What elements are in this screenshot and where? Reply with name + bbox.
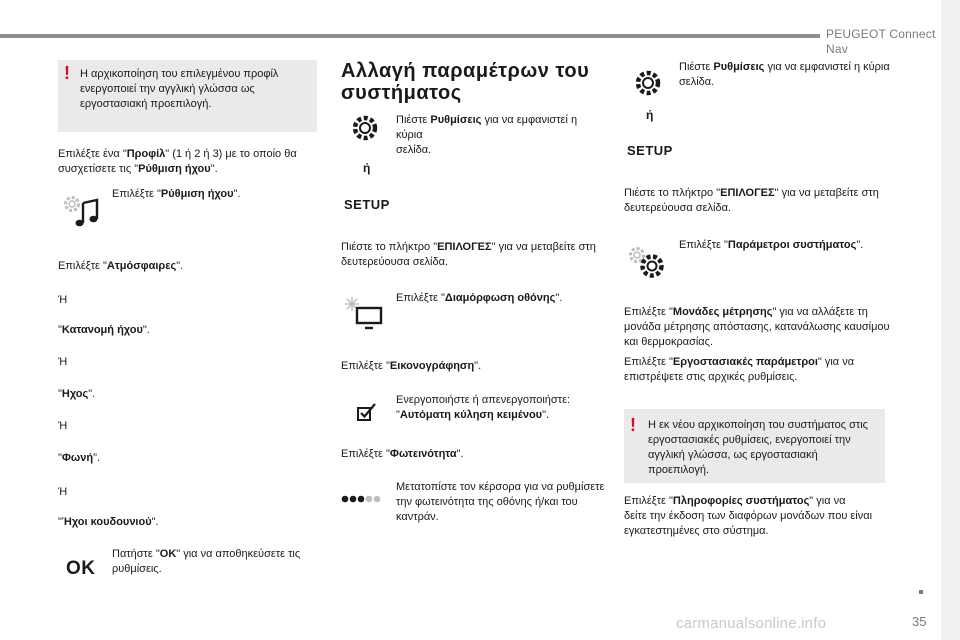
paragraph: Επιλέξτε "Εργοστασιακές παράμετροι" για να επιστρέψετε στις αρχικές ρυθμίσεις. — [624, 356, 855, 383]
gear-icon — [633, 68, 663, 98]
monitor-icon — [343, 296, 385, 332]
or-label: ή — [646, 108, 654, 122]
page-marker — [919, 590, 923, 594]
paragraph: Πιέστε Ρυθμίσεις για να εμφανιστεί η κύρια σελίδα. — [679, 61, 890, 88]
or-label: ή — [363, 161, 371, 175]
setup-key: SETUP — [627, 143, 673, 158]
section-title: Αλλαγή παραμέτρων του συστήματος — [341, 60, 590, 104]
or-label: Ή — [58, 486, 68, 498]
paragraph: Επιλέξτε "Μονάδες μέτρησης" για να αλλάξετε τη μονάδα μέτρησης απόστασης, κατανάλωσης καυσίμου και θερμοκρασίας. — [624, 306, 890, 348]
gears-icon — [627, 244, 669, 280]
paragraph: Πιέστε το πλήκτρο "ΕΠΙΛΟΓΕΣ" για να μεταβείτε στη δευτερεύουσα σελίδα. — [624, 187, 879, 214]
or-label: Ή — [58, 356, 68, 368]
paragraph: Επιλέξτε "Ατμόσφαιρες". — [58, 260, 184, 272]
checkbox-icon — [357, 402, 377, 422]
warning-icon: ! — [630, 415, 636, 435]
paragraph: Πιέστε Ρυθμίσεις για να εμφανιστεί η κύρια σελίδα. — [396, 114, 578, 156]
slider-dots-icon — [340, 494, 382, 504]
paragraph: Επιλέξτε "Διαμόρφωση οθόνης". — [396, 292, 563, 304]
warning-text: Η εκ νέου αρχικοποίηση του συστήματος στις εργοστασιακές ρυθμίσεις, ενεργοποιεί την αγγλική γλώσσα, ως εργοστασιακή προεπιλογή. — [648, 419, 868, 476]
or-label: Ή — [58, 420, 68, 432]
ok-key: OK — [66, 558, 96, 579]
paragraph: Πιέστε το πλήκτρο "ΕΠΙΛΟΓΕΣ" για να μεταβείτε στη δευτερεύουσα σελίδα. — [341, 241, 596, 268]
page-number: 35 — [912, 614, 927, 629]
paragraph: Πατήστε "OK" για να αποθηκεύσετε τις ρυθμίσεις. — [112, 548, 301, 575]
paragraph: Επιλέξτε "Φωτεινότητα". — [341, 448, 464, 460]
or-label: Ή — [58, 294, 68, 306]
paragraph: Επιλέξτε "Ρύθμιση ήχου". — [112, 188, 241, 200]
paragraph: Επιλέξτε ένα "Προφίλ" (1 ή 2 ή 3) με το οποίο θα συσχετίσετε τις "Ρύθμιση ήχου". — [58, 148, 297, 175]
gear-icon — [350, 113, 380, 143]
page-edge-strip — [941, 0, 960, 640]
warning-text: Η αρχικοποίηση του επιλεγμένου προφίλ ενεργοποιεί την αγγλική γλώσσα ως εργοστασιακή προεπιλογή. — [80, 68, 279, 110]
setup-key: SETUP — [344, 197, 390, 212]
warning-icon: ! — [64, 63, 70, 83]
watermark: carmanualsonline.info — [676, 615, 827, 632]
paragraph: Μετατοπίστε τον κέρσορα για να ρυθμίσετε την φωτεινότητα της οθόνης ή/και του καντράν. — [396, 481, 605, 523]
brand-label: PEUGEOT Connect Nav — [826, 27, 936, 56]
music-note-icon — [74, 198, 100, 228]
paragraph: Επιλέξτε "Παράμετροι συστήματος". — [679, 239, 864, 251]
paragraph: Επιλέξτε "Πληροφορίες συστήματος" για να δείτε την έκδοση των διαφόρων μονάδων που είναι εγκατεστημένες στο σύστημα. — [624, 495, 873, 537]
paragraph: Ενεργοποιήστε ή απενεργοποιήστε: "Αυτόματη κύληση κειμένου". — [396, 394, 571, 421]
paragraph: "Κατανομή ήχου". — [58, 324, 150, 336]
paragraph: "Φωνή". — [58, 452, 101, 464]
paragraph: "Ηχος". — [58, 388, 96, 400]
paragraph: "Ήχοι κουδουνιού". — [58, 516, 159, 528]
header-rule — [0, 34, 820, 38]
paragraph: Επιλέξτε "Εικονογράφηση". — [341, 360, 482, 372]
